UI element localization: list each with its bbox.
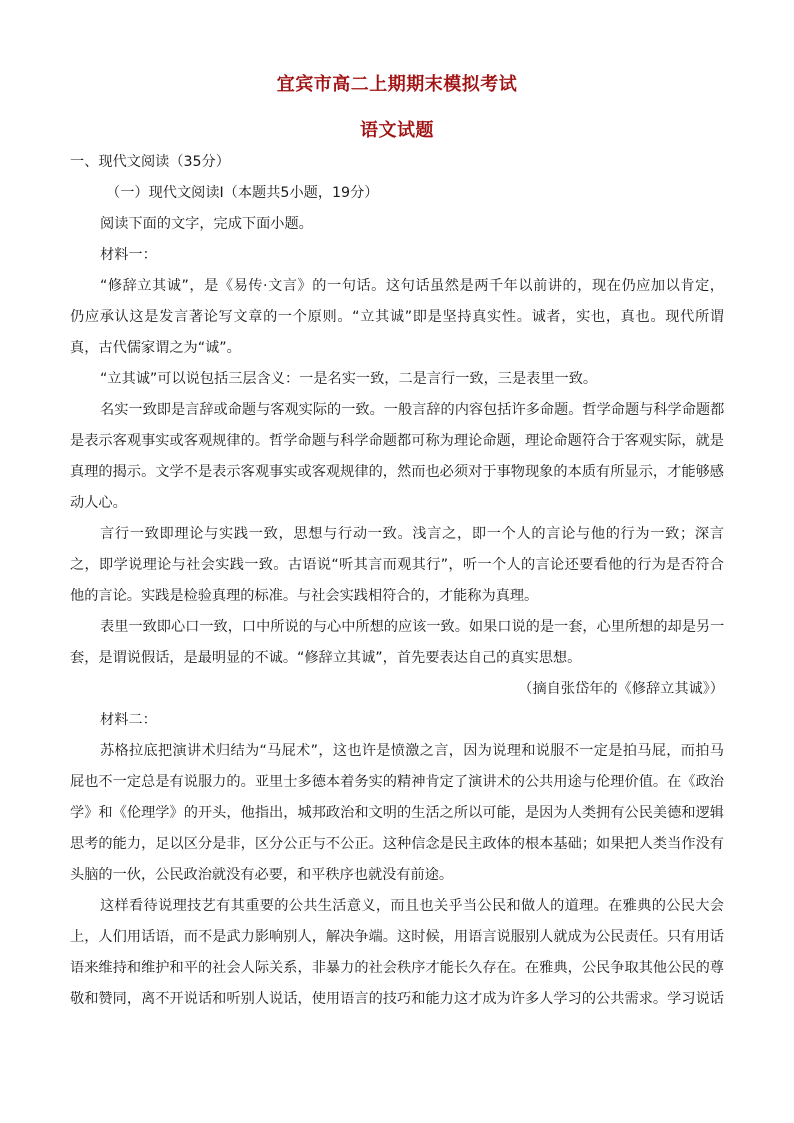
source-citation: （摘自张岱年的《修辞立其诚》） bbox=[518, 681, 724, 697]
document-subtitle: 语文试题 bbox=[360, 120, 434, 141]
paragraph-line: 真，古代儒家谓之为“诚”。 bbox=[70, 340, 241, 356]
paragraph-line: 动人心。 bbox=[70, 495, 127, 511]
paragraph-line: 这样看待说理技艺有其重要的公共生活意义，而且也关乎当公民和做人的道理。在雅典的公民大会 bbox=[100, 898, 724, 914]
paragraph-line: 真理的揭示。文学不是表示客观事实或客观规律的，然而也必须对于事物现象的本质有所显示，才能够感 bbox=[70, 464, 724, 480]
material-label: 材料二： bbox=[100, 712, 157, 728]
section-heading: 一、现代文阅读（35分） bbox=[70, 154, 230, 170]
paragraph-line: 语来维持和维护和平的社会人际关系，非暴力的社会秩序才能长久存在。在雅典，公民争取其他公民的尊 bbox=[70, 960, 724, 976]
paragraph-line: 思考的能力，足以区分是非，区分公正与不公正。这种信念是民主政体的根本基础；如果把人类当作没有 bbox=[70, 836, 724, 852]
paragraph-line: “修辞立其诚”，是《易传·文言》的一句话。这句话虽然是两千年以前讲的，现在仍应加以肯定， bbox=[100, 278, 724, 294]
material-label: 材料一： bbox=[100, 247, 157, 263]
subsection-heading: （一）现代文阅读Ⅰ（本题共5小题，19分） bbox=[106, 185, 379, 201]
paragraph-line: 名实一致即是言辞或命题与客观实际的一致。一般言辞的内容包括许多命题。哲学命题与科学命题都 bbox=[100, 402, 725, 418]
paragraph-line: 苏格拉底把演讲术归结为“马屁术”，这也许是愤激之言，因为说理和说服不一定是拍马屁，而拍马 bbox=[100, 743, 724, 759]
paragraph-line: 头脑的一伙，公民政治就没有必要，和平秩序也就没有前途。 bbox=[70, 867, 454, 883]
paragraph-line: 之，即学说理论与社会实践一致。古语说“听其言而观其行”，听一个人的言论还要看他的行为是否符合 bbox=[70, 557, 724, 573]
paragraph-line: 言行一致即理论与实践一致，思想与行动一致。浅言之，即一个人的言论与他的行为一致；深言 bbox=[100, 526, 724, 542]
paragraph-line: 套，是谓说假话，是最明显的不诚。“修辞立其诚”，首先要表达自己的真实思想。 bbox=[70, 650, 582, 666]
paragraph-line: 仍应承认这是发言著论写文章的一个原则。“立其诚”即是坚持真实性。诚者，实也，真也。现代所谓 bbox=[70, 309, 724, 325]
paragraph-line: 敬和赞同，离不开说话和听别人说话，使用语言的技巧和能力这才成为许多人学习的公共需求。学习说话 bbox=[70, 991, 724, 1007]
paragraph-line: “立其诚”可以说包括三层含义：一是名实一致，二是言行一致，三是表里一致。 bbox=[100, 371, 598, 387]
instruction-line: 阅读下面的文字，完成下面小题。 bbox=[100, 216, 313, 232]
paragraph-line: 表里一致即心口一致，口中所说的与心中所想的应该一致。如果口说的是一套，心里所想的却是另一 bbox=[100, 619, 725, 635]
paragraph-line: 屁也不一定总是有说服力的。亚里士多德本着务实的精神肯定了演讲术的公共用途与伦理价值。在《政治 bbox=[70, 774, 724, 790]
paragraph-line: 是表示客观事实或客观规律的。哲学命题与科学命题都可称为理论命题，理论命题符合于客观实际，就是 bbox=[70, 433, 724, 449]
document-title: 宜宾市高二上期期末模拟考试 bbox=[276, 74, 518, 95]
paragraph-line: 他的言论。实践是检验真理的标准。与社会实践相符合的，才能称为真理。 bbox=[70, 588, 539, 604]
paragraph-line: 学》和《伦理学》的开头，他指出，城邦政治和文明的生活之所以可能，是因为人类拥有公民美德和逻辑 bbox=[70, 805, 724, 821]
paragraph-line: 上，人们用话语，而不是武力影响别人，解决争端。这时候，用语言说服别人就成为公民责任。只有用话 bbox=[70, 929, 724, 945]
